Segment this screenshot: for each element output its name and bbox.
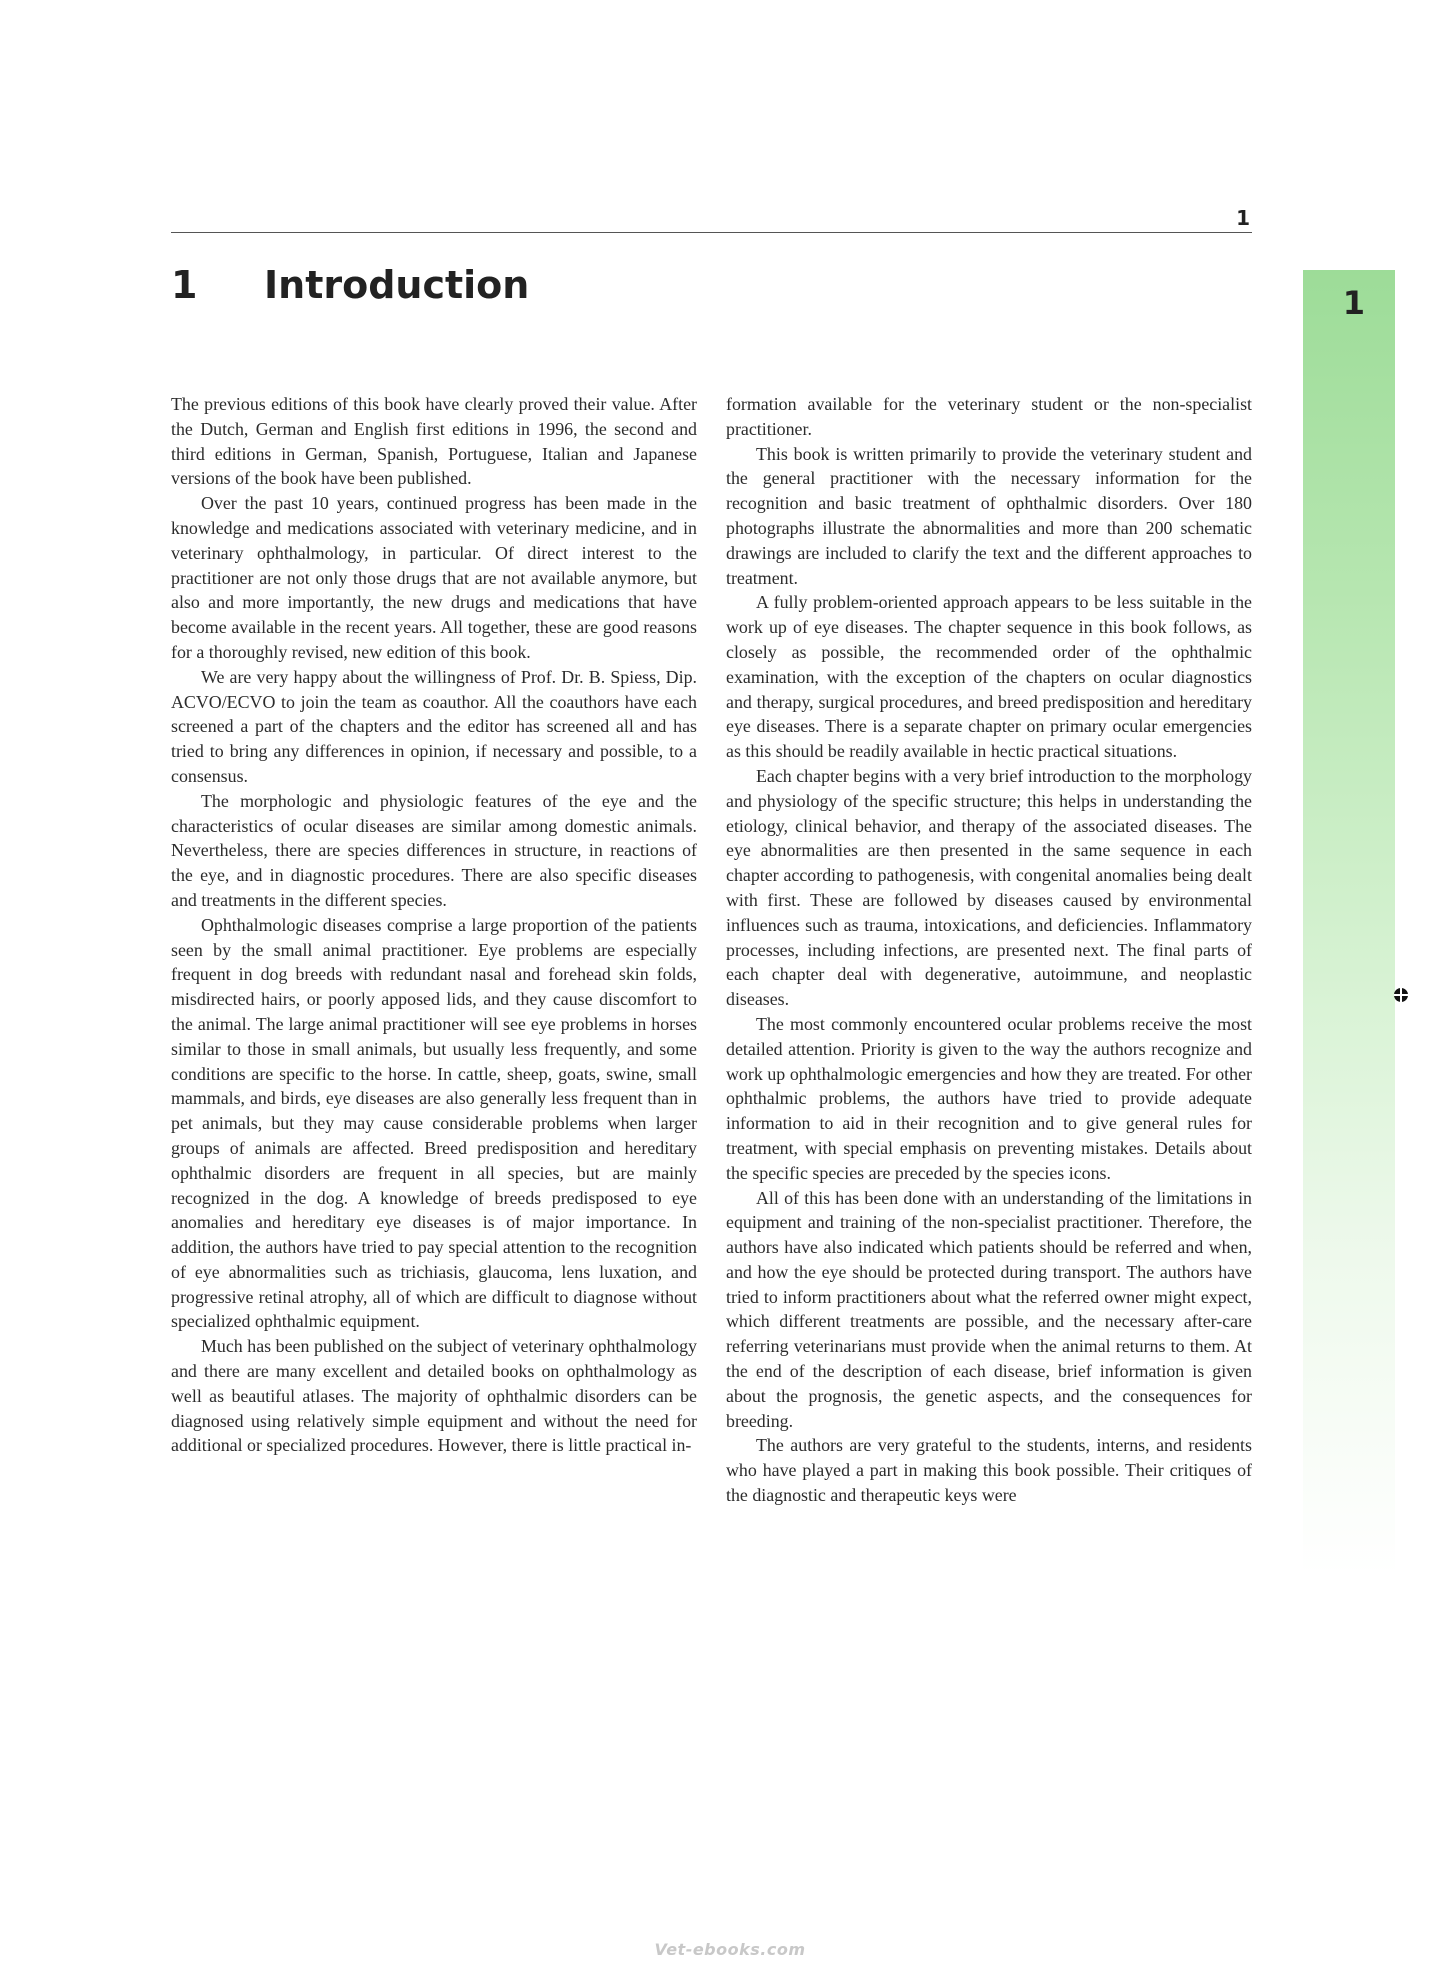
paragraph: The morphologic and physiologic features of the eye and the characteristics of ocular diseases are similar among domestic animals. Nevertheless, there are species differences in structure, in reactions of the eye, and in diagnostic procedures. There are also specific diseases and treatments in the different species. bbox=[171, 790, 697, 910]
right-column bbox=[726, 392, 1252, 1508]
thumb-tab-number: 1 bbox=[1342, 284, 1365, 322]
paragraph: The previous editions of this book have clearly proved their value. After the Dutch, German and English first editions in 1996, the second and third editions in German, Spanish, Portuguese, Italian and Japanese versions of the book have been published. bbox=[171, 394, 697, 489]
page-number: 1 bbox=[1236, 206, 1250, 230]
paragraph: This book is written primarily to provide the veterinary student and the general practitioner with the necessary information for the recognition and basic treatment of ophthalmic disorders. Over 180 photographs illustrate the abnormalities and more than 200 schematic drawings are included to clarify the text and the different approaches to treatment. bbox=[726, 443, 1252, 588]
watermark: Vet-ebooks.com bbox=[654, 1940, 806, 1959]
chapter-heading bbox=[171, 262, 529, 308]
paragraph: We are very happy about the willingness of Prof. Dr. B. Spiess, Dip. ACVO/ECVO to join the team as coauthor. All the coauthors have each screened a part of the chapters and the editor has screened all and has tried to bring any differences in opinion, if necessary and possible, to a consensus. bbox=[171, 666, 697, 786]
paragraph: Each chapter begins with a very brief introduction to the morphology and physiology of the specific structure; this helps in understanding the etiology, clinical behavior, and therapy of the associated diseases. The eye abnormalities are then presented in the same sequence in each chapter according to pathogenesis, with congenital anomalies being dealt with first. These are followed by diseases caused by environmental influences such as trauma, intoxications, and deficiencies. Inflammatory processes, including infections, are presented next. The final parts of each chapter deal with degenerative, autoimmune, and neoplastic diseases. bbox=[726, 765, 1252, 1010]
chapter-thumb-tab bbox=[1303, 270, 1395, 1720]
paragraph-continuation: formation available for the veterinary student or the non-specialist practitioner. bbox=[726, 394, 1252, 439]
paragraph: A fully problem-oriented approach appears to be less suitable in the work up of eye diseases. The chapter sequence in this book follows, as closely as possible, the recommended order of the ophthalmic examination, with the exception of the chapters on ocular diagnostics and therapy, surgical procedures, and breed predisposition and hereditary eye diseases. There is a separate chapter on primary ocular emergencies as this should be readily available in hectic practical situations. bbox=[726, 592, 1252, 762]
chapter-number: 1 bbox=[171, 263, 198, 307]
paragraph: The authors are very grateful to the students, interns, and residents who have played a part in making this book possible. Their critiques of the diagnostic and therapeutic keys were bbox=[726, 1435, 1252, 1506]
paragraph: The most commonly encountered ocular problems receive the most detailed attention. Priority is given to the way the authors recognize and work up ophthalmologic emergencies and how they are treated. For other ophthalmic problems, the authors have tried to provide adequate information to aid in their recognition and to give general rules for treatment, with special emphasis on preventing mistakes. Details about the specific species are preceded by the species icons. bbox=[726, 1013, 1252, 1183]
paragraph: All of this has been done with an understanding of the limitations in equipment and training of the non-specialist practitioner. Therefore, the authors have also indicated which patients should be referred and when, and how the eye should be protected during transport. The authors have tried to inform practitioners about what the referred owner might expect, which different treatments are possible, and the necessary after-care referring veterinarians must provide when the animal returns to them. At the end of the description of each disease, brief information is given about the prognosis, the genetic aspects, and the consequences for breeding. bbox=[726, 1187, 1252, 1431]
left-column bbox=[171, 392, 697, 1458]
registration-mark-icon bbox=[1394, 988, 1408, 1002]
chapter-title: Introduction bbox=[264, 263, 530, 307]
paragraph: Ophthalmologic diseases comprise a large proportion of the patients seen by the small animal practitioner. Eye problems are especially frequent in dog breeds with redundant nasal and forehead skin folds, misdirected hairs, or poorly apposed lids, and they cause discomfort to the animal. The large animal practitioner will see eye problems in horses similar to those in small animals, but usually less frequently, and some conditions are specific to the horse. In cattle, sheep, goats, swine, small mammals, and birds, eye diseases are also generally less frequent than in pet animals, but they may cause considerable problems when larger groups of animals are affected. Breed predisposition and hereditary ophthalmic disorders are frequent in all species, but are mainly recognized in the dog. A knowledge of breeds predisposed to eye anomalies and hereditary eye diseases is of major importance. In addition, the authors have tried to pay special attention to the recognition of eye abnormalities such as trichiasis, glaucoma, lens luxation, and progressive retinal atrophy, all of which are difficult to diagnose without specialized ophthalmic equipment. bbox=[171, 914, 697, 1332]
header-rule bbox=[171, 232, 1252, 233]
paragraph: Over the past 10 years, continued progress has been made in the knowledge and medications associated with veterinary medicine, and in veterinary ophthalmology, in particular. Of direct interest to the practitioner are not only those drugs that are not available anymore, but also and more importantly, the new drugs and medications that have become available in the recent years. All together, these are good reasons for a thoroughly revised, new edition of this book. bbox=[171, 493, 697, 662]
paragraph: Much has been published on the subject of veterinary ophthalmology and there are many excellent and detailed books on ophthalmology as well as beautiful atlases. The majority of ophthalmic disorders can be diagnosed using relatively simple equipment and without the need for additional or specialized procedures. However, there is little practical in- bbox=[171, 1336, 697, 1456]
